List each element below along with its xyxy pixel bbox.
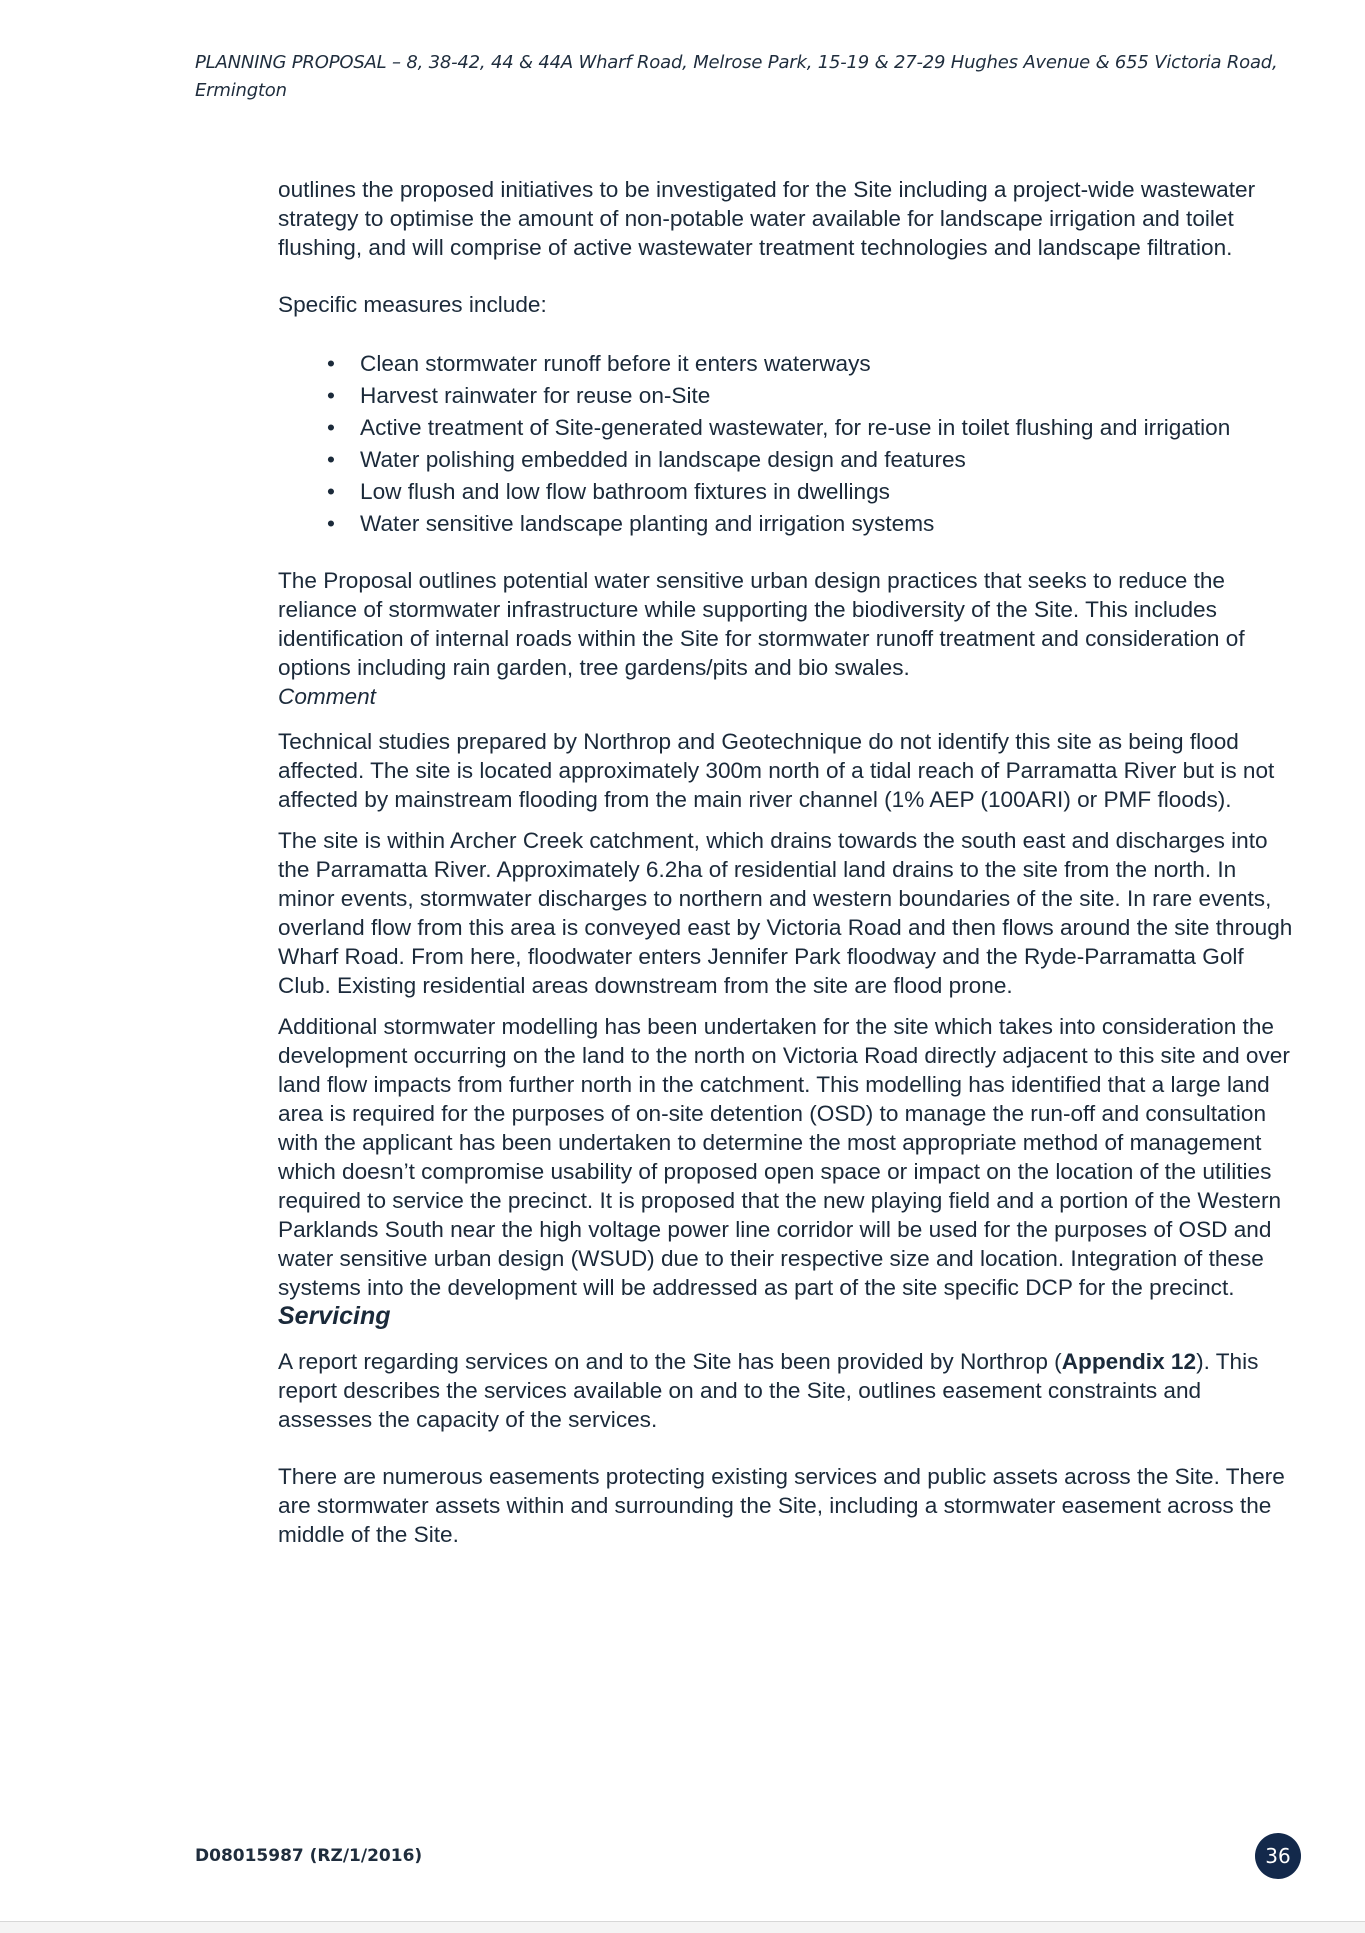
list-item: • Active treatment of Site-generated wastewater, for re-use in toilet flushing and irrigation (360, 413, 1298, 442)
comment-heading: Comment (278, 684, 376, 709)
servicing-heading: Servicing (278, 1302, 391, 1330)
specific-measures-intro: Specific measures include: (278, 292, 547, 317)
list-item: • Low flush and low flow bathroom fixtures in dwellings (360, 477, 1298, 506)
main-content (278, 175, 1298, 1549)
appendix-reference: Appendix 12 (1061, 1349, 1197, 1374)
list-item: • Water polishing embedded in landscape design and features (360, 445, 1298, 474)
comment-paragraph-3: Additional stormwater modelling has been undertaken for the site which takes into consideration the development occurring on the land to the north on Victoria Road directly adjacent to this site and over land flow impacts from further north in the catchment. This modelling has identified that a large land area is required for the purposes of on-site detention (OSD) to manage the run-off and consultation with the applicant has been undertaken to determine the most appropriate method of management which doesn’t compromise usability of proposed open space or impact on the location of the utilities required to service the precinct. It is proposed that the new playing field and a portion of the Western Parklands South near the high voltage power line corridor will be used for the purposes of OSD and water sensitive urban design (WSUD) due to their respective size and location. Integration of these systems into the development will be addressed as part of the site specific DCP for the precinct. (278, 1014, 1290, 1300)
comment-paragraph-1: Technical studies prepared by Northrop and Geotechnique do not identify this site as being flood affected. The site is located approximately 300m north of a tidal reach of Parramatta River but is not affected by mainstream flooding from the main river channel (1% AEP (100ARI) or PMF floods). (278, 729, 1275, 812)
list-item: • Harvest rainwater for reuse on-Site (360, 381, 1298, 410)
intro-paragraph: outlines the proposed initiatives to be investigated for the Site including a project-wide wastewater strategy to optimise the amount of non-potable water available for landscape irrigation and toilet flushing, and will comprise of active wastewater treatment technologies and landscape filtration. (278, 177, 1256, 260)
servicing-p1-text-end: ). This report describes the services available on and to the Site, outlines easement constraints and assesses the capacity of the services. (278, 1349, 1259, 1432)
page-number-badge: 36 (1255, 1833, 1301, 1879)
comment-paragraph-2: The site is within Archer Creek catchment, which drains towards the south east and discharges into the Parramatta River. Approximately 6.2ha of residential land drains to the site from the north. In minor events, stormwater discharges to northern and western boundaries of the site. In rare events, overland flow from this area is conveyed east by Victoria Road and then flows around the site through Wharf Road. From here, floodwater enters Jennifer Park floodway and the Ryde-Parramatta Golf Club. Existing residential areas downstream from the site are flood prone. (278, 828, 1293, 998)
servicing-p1-text-start: A report regarding services on and to the Site has been provided by Northrop ( (278, 1349, 1062, 1374)
servicing-paragraph-2: There are numerous easements protecting existing services and public assets across the Site. There are stormwater assets within and surrounding the Site, including a stormwater easement across the middle of the Site. (278, 1464, 1285, 1547)
servicing-paragraph-1 (278, 1347, 1298, 1434)
page-bottom-edge (0, 1921, 1365, 1933)
list-item: • Clean stormwater runoff before it enters waterways (360, 349, 1298, 378)
measures-list (278, 349, 1298, 538)
page-header-title: PLANNING PROPOSAL – 8, 38-42, 44 & 44A Wharf Road, Melrose Park, 15-19 & 27-29 Hughes Avenue & 655 Victoria Road, Ermington (195, 52, 1278, 101)
list-item: • Water sensitive landscape planting and irrigation systems (360, 509, 1298, 538)
document-reference: D08015987 (RZ/1/2016) (195, 1846, 423, 1866)
proposal-paragraph: The Proposal outlines potential water sensitive urban design practices that seeks to reduce the reliance of stormwater infrastructure while supporting the biodiversity of the Site. This includes identification of internal roads within the Site for stormwater runoff treatment and consideration of options including rain garden, tree gardens/pits and bio swales. (278, 568, 1245, 680)
